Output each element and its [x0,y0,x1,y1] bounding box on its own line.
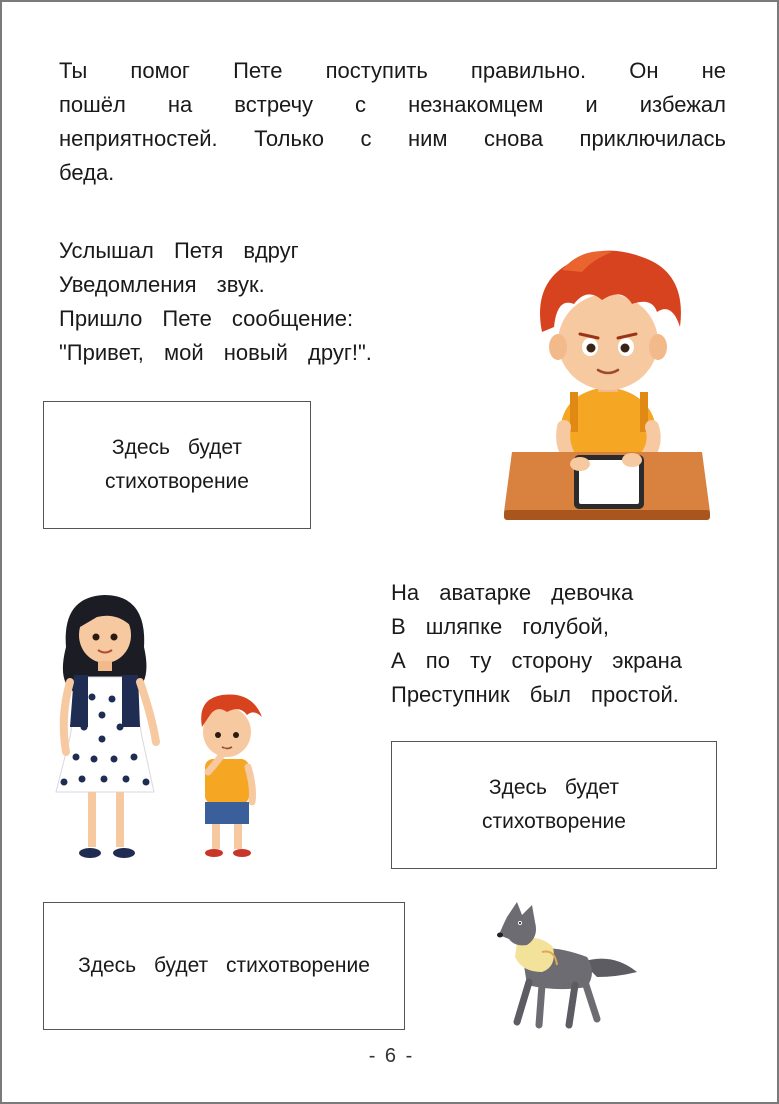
poem-line: А по ту сторону экрана [391,648,682,673]
intro-paragraph [59,54,726,190]
poem-placeholder-box [43,902,405,1030]
poem-notification [59,234,372,370]
poem-line: Преступник был простой. [391,682,679,707]
boy-with-tablet-illustration [502,242,717,527]
intro-line: неприятностей. Только с ним снова приключилась [59,126,726,151]
poem-line: На аватарке девочка [391,580,634,605]
wolf-illustration [487,897,642,1032]
poem-line: Уведомления звук. [59,272,265,297]
placeholder-text: стихотворение [105,470,249,493]
placeholder-text: Здесь будет стихотворение [78,954,370,977]
poem-placeholder-box [391,741,717,869]
page-number: - 6 - [368,1045,415,1067]
poem-line: "Привет, мой новый друг!". [59,340,372,365]
poem-avatar [391,576,682,712]
poem-placeholder-box [43,401,311,529]
girl-and-boy-illustration [52,587,272,872]
poem-line: Пришло Пете сообщение: [59,306,354,331]
placeholder-text: стихотворение [482,810,626,833]
placeholder-text: Здесь будет [488,776,620,799]
intro-line: беда. [59,160,115,185]
poem-line: В шляпке голубой, [391,614,609,639]
poem-line: Услышал Петя вдруг [59,238,299,263]
intro-line: пошёл на встречу с незнакомцем и избежал [59,92,726,117]
placeholder-text: Здесь будет [111,436,243,459]
intro-line: Ты помог Пете поступить правильно. Он не [59,58,726,83]
